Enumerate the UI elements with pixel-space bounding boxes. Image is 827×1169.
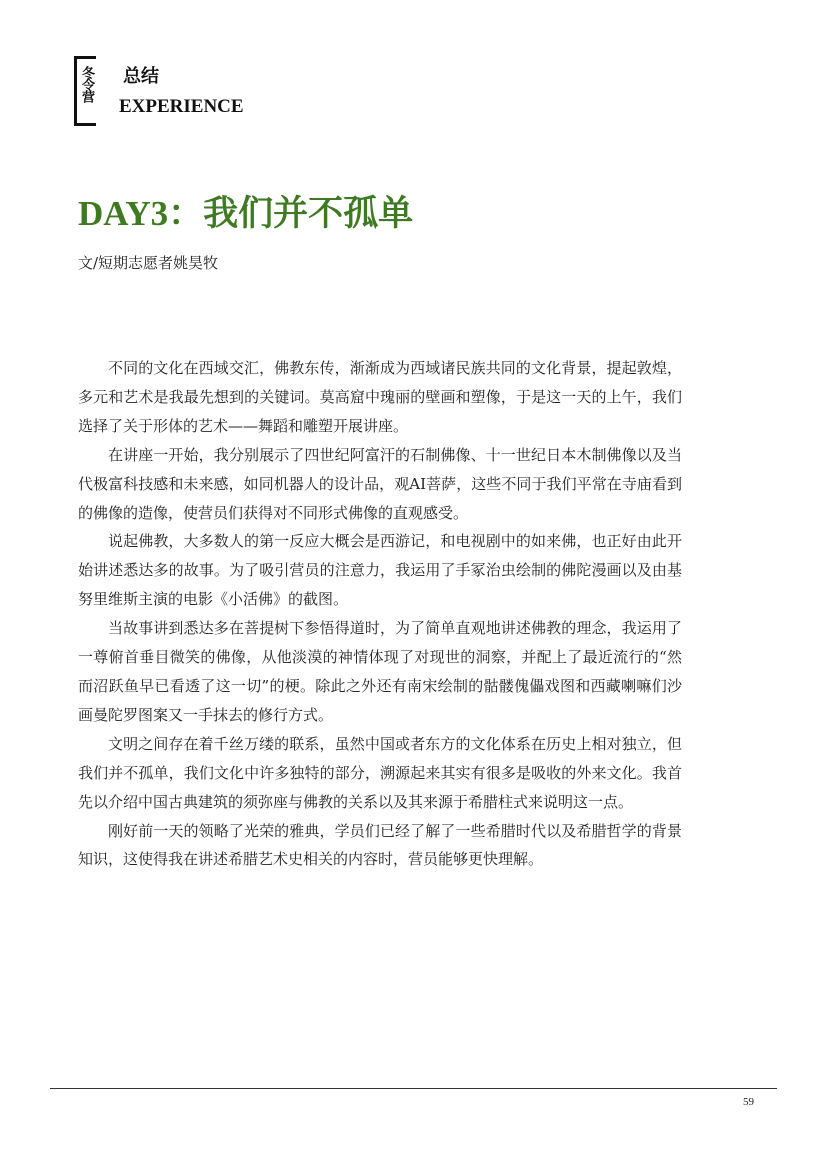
paragraph: 文明之间存在着千丝万缕的联系，虽然中国或者东方的文化体系在历史上相对独立，但我们并不孤单，我们文化中许多独特的部分，溯源起来其实有很多是吸收的外来文化。我首先以介绍中国古典建筑的须弥座与佛教的关系以及其来源于希腊柱式来说明这一点。	[78, 734, 682, 811]
paragraph: 在讲座一开始，我分别展示了四世纪阿富汗的石制佛像、十一世纪日本木制佛像以及当代极富科技感和未来感，如同机器人的设计品，观AI菩萨，这些不同于我们平常在寺庙看到的佛像的造像，使营员们获得对不同形式佛像的直观感受。	[78, 445, 682, 522]
paragraph: 当故事讲到悉达多在菩提树下参悟得道时，为了简单直观地讲述佛教的理念，我运用了一尊俯首垂目微笑的佛像，从他淡漠的神情体现了对现世的洞察，并配上了最近流行的“然而沼跃鱼早已看透了这一切”的梗。除此之外还有南宋绘制的骷髅傀儡戏图和西藏喇嘛们沙画曼陀罗图案又一手抹去的修行方式。	[78, 619, 682, 724]
paragraph: 说起佛教，大多数人的第一反应大概会是西游记，和电视剧中的如来佛，也正好由此开始讲述悉达多的故事。为了吸引营员的注意力，我运用了手冢治虫绘制的佛陀漫画以及由基努里维斯主演的电影《小活佛》的截图。	[78, 532, 682, 609]
section-subtitle: EXPERIENCE	[119, 96, 244, 117]
paragraph: 不同的文化在西域交汇，佛教东传，渐渐成为西域诸民族共同的文化背景，提起敦煌，多元和艺术是我最先想到的关键词。莫高窟中瑰丽的壁画和塑像，于是这一天的上午，我们选择了关于形体的艺术——舞蹈和雕塑开展讲座。	[78, 359, 682, 435]
article-title: DAY3：我们并不孤单	[78, 194, 414, 233]
section-title: 总结	[123, 66, 159, 87]
camp-label: 冬令营	[79, 66, 94, 102]
page-number: 59	[743, 1096, 754, 1108]
footer-divider	[50, 1088, 777, 1089]
article-body	[78, 354, 682, 874]
paragraph: 刚好前一天的领略了光荣的雅典，学员们已经了解了一些希腊时代以及希腊哲学的背景知识，这使得我在讲述希腊艺术史相关的内容时，营员能够更快理解。	[78, 821, 682, 869]
byline: 文/短期志愿者姚昊牧	[78, 254, 219, 272]
